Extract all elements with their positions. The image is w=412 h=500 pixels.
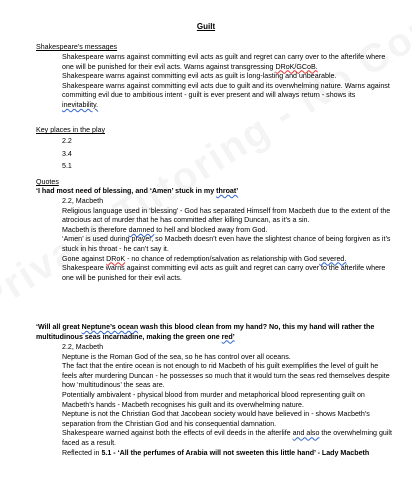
q2-b: Neptune’s ocean [81, 323, 139, 331]
q1-p4c: - no chance of redemption/salvation as relationship with God [125, 254, 320, 263]
q1-p2a: Macbeth is therefore [62, 225, 129, 234]
quote-1-analysis [62, 197, 392, 283]
q2-p5c: the overwhelming guilt faced as a result. [62, 429, 392, 447]
quote-2-point-2: The fact that the entire ocean is not enough to rid Macbeth of his guilt exemplifies the level of guilt he feels after murdering Duncan - he possesses so much that it would turn the seas red themselves despite how ‘multitudinous’ the seas are. [62, 362, 390, 390]
q1-p4d: severed. [319, 254, 347, 263]
key-places-list [62, 137, 392, 172]
messages-list [62, 53, 392, 111]
quote-1-point-5: Shakespeare warns against committing evil acts as guilt and regret can carry over to the afterlife where one will be punished for their evil acts. [62, 264, 386, 282]
quote-1-point-1: Religious language used in ‘blessing’ - God has separated Himself from Macbeth due to the extent of the atrocious act of murder that he has committed after killing Duncan, as it’s a sin. [62, 206, 391, 225]
q1-p4a: Gone against [62, 254, 107, 263]
quote-2-ref: 2.2, Macbeth [62, 343, 104, 351]
q2-p6a: Reflected in [62, 448, 102, 457]
q1-p2c: to hell and blocked away from God. [154, 225, 268, 234]
quote-2-analysis [62, 343, 392, 458]
q2-d: red’ [221, 332, 235, 341]
quote-1-point-2 [62, 226, 392, 236]
q1-p4b: DRoK [106, 254, 126, 263]
messages-heading: Shakespeare’s messages [36, 43, 118, 51]
q2-p5b: and also [292, 429, 320, 438]
quotes-heading: Quotes [36, 178, 59, 186]
q2-a: ‘Will all great [36, 323, 82, 331]
key-places-heading: Key places in the play [36, 126, 106, 134]
q1-p2b: damned [128, 225, 155, 234]
message-1-text: Shakespeare warns against committing evil acts as guilt and regret can carry over to the afterlife where one will be punished for their evil acts. Warns against transgressing [62, 53, 386, 71]
message-3 [62, 82, 392, 111]
key-place-item: 2.2 [62, 137, 72, 145]
quote-2-point-1: Neptune is the Roman God of the sea, so he has control over all oceans. [62, 352, 291, 361]
quote-1-point-3: ‘Amen’ is used during prayer, so Macbeth doesn’t even have the slightest chance of being forgiven as it’s stuck in his throat - he can’t say it. [62, 235, 391, 253]
quote-2-point-3: Potentially ambivalent - physical blood from murder and metaphorical blood representing guilt on Macbeth’s hands - Macbeth recognises his guilt and its overwhelming nature. [62, 390, 365, 409]
message-1-abbrev: DRoK/GCoB. [275, 62, 318, 71]
message-3-text: Shakespeare warns against committing evil acts due to guilt and its overwhelming nature. Warns against committing evil due to ambitious intent - guilt is ever present and will always return - shows its [62, 81, 390, 100]
quote-1-point-4 [62, 255, 392, 265]
quote-2-point-4: Neptune is not the Christian God that Jacobean society would have believed in - shows Macbeth’s separation from the Christian God and his consequential damnation. [62, 410, 370, 428]
key-place-item: 3.4 [62, 149, 72, 158]
message-3-word: inevitability. [62, 100, 99, 109]
quote-2-point-5 [62, 429, 392, 448]
q2-p5a: Shakespeare warned against both the effects of evil deeds in the afterlife [62, 429, 293, 438]
quote-1 [36, 187, 391, 197]
quote-1-text: ‘I had most need of blessing, and ‘Amen’ stuck in my [36, 187, 217, 195]
message-1 [62, 53, 392, 72]
quote-2 [36, 323, 391, 342]
q2-c: wash this blood clean from my hand? No, this my hand will rather the multitudinous seas incarnadine, making the green one [36, 323, 375, 341]
quote-2-point-6 [62, 449, 392, 459]
quote-1-ref: 2.2, Macbeth [62, 197, 104, 205]
message-2: Shakespeare warns against committing evil acts as guilt is long-lasting and unbearable. [62, 72, 337, 81]
q2-p6b: 5.1 - ‘All the perfumes of Arabia will not sweeten this little hand’ - Lady Macbeth [101, 448, 370, 457]
quote-1-end: throat’ [216, 187, 239, 195]
key-place-item: 5.1 [62, 162, 72, 171]
page-title: Guilt [196, 22, 216, 31]
